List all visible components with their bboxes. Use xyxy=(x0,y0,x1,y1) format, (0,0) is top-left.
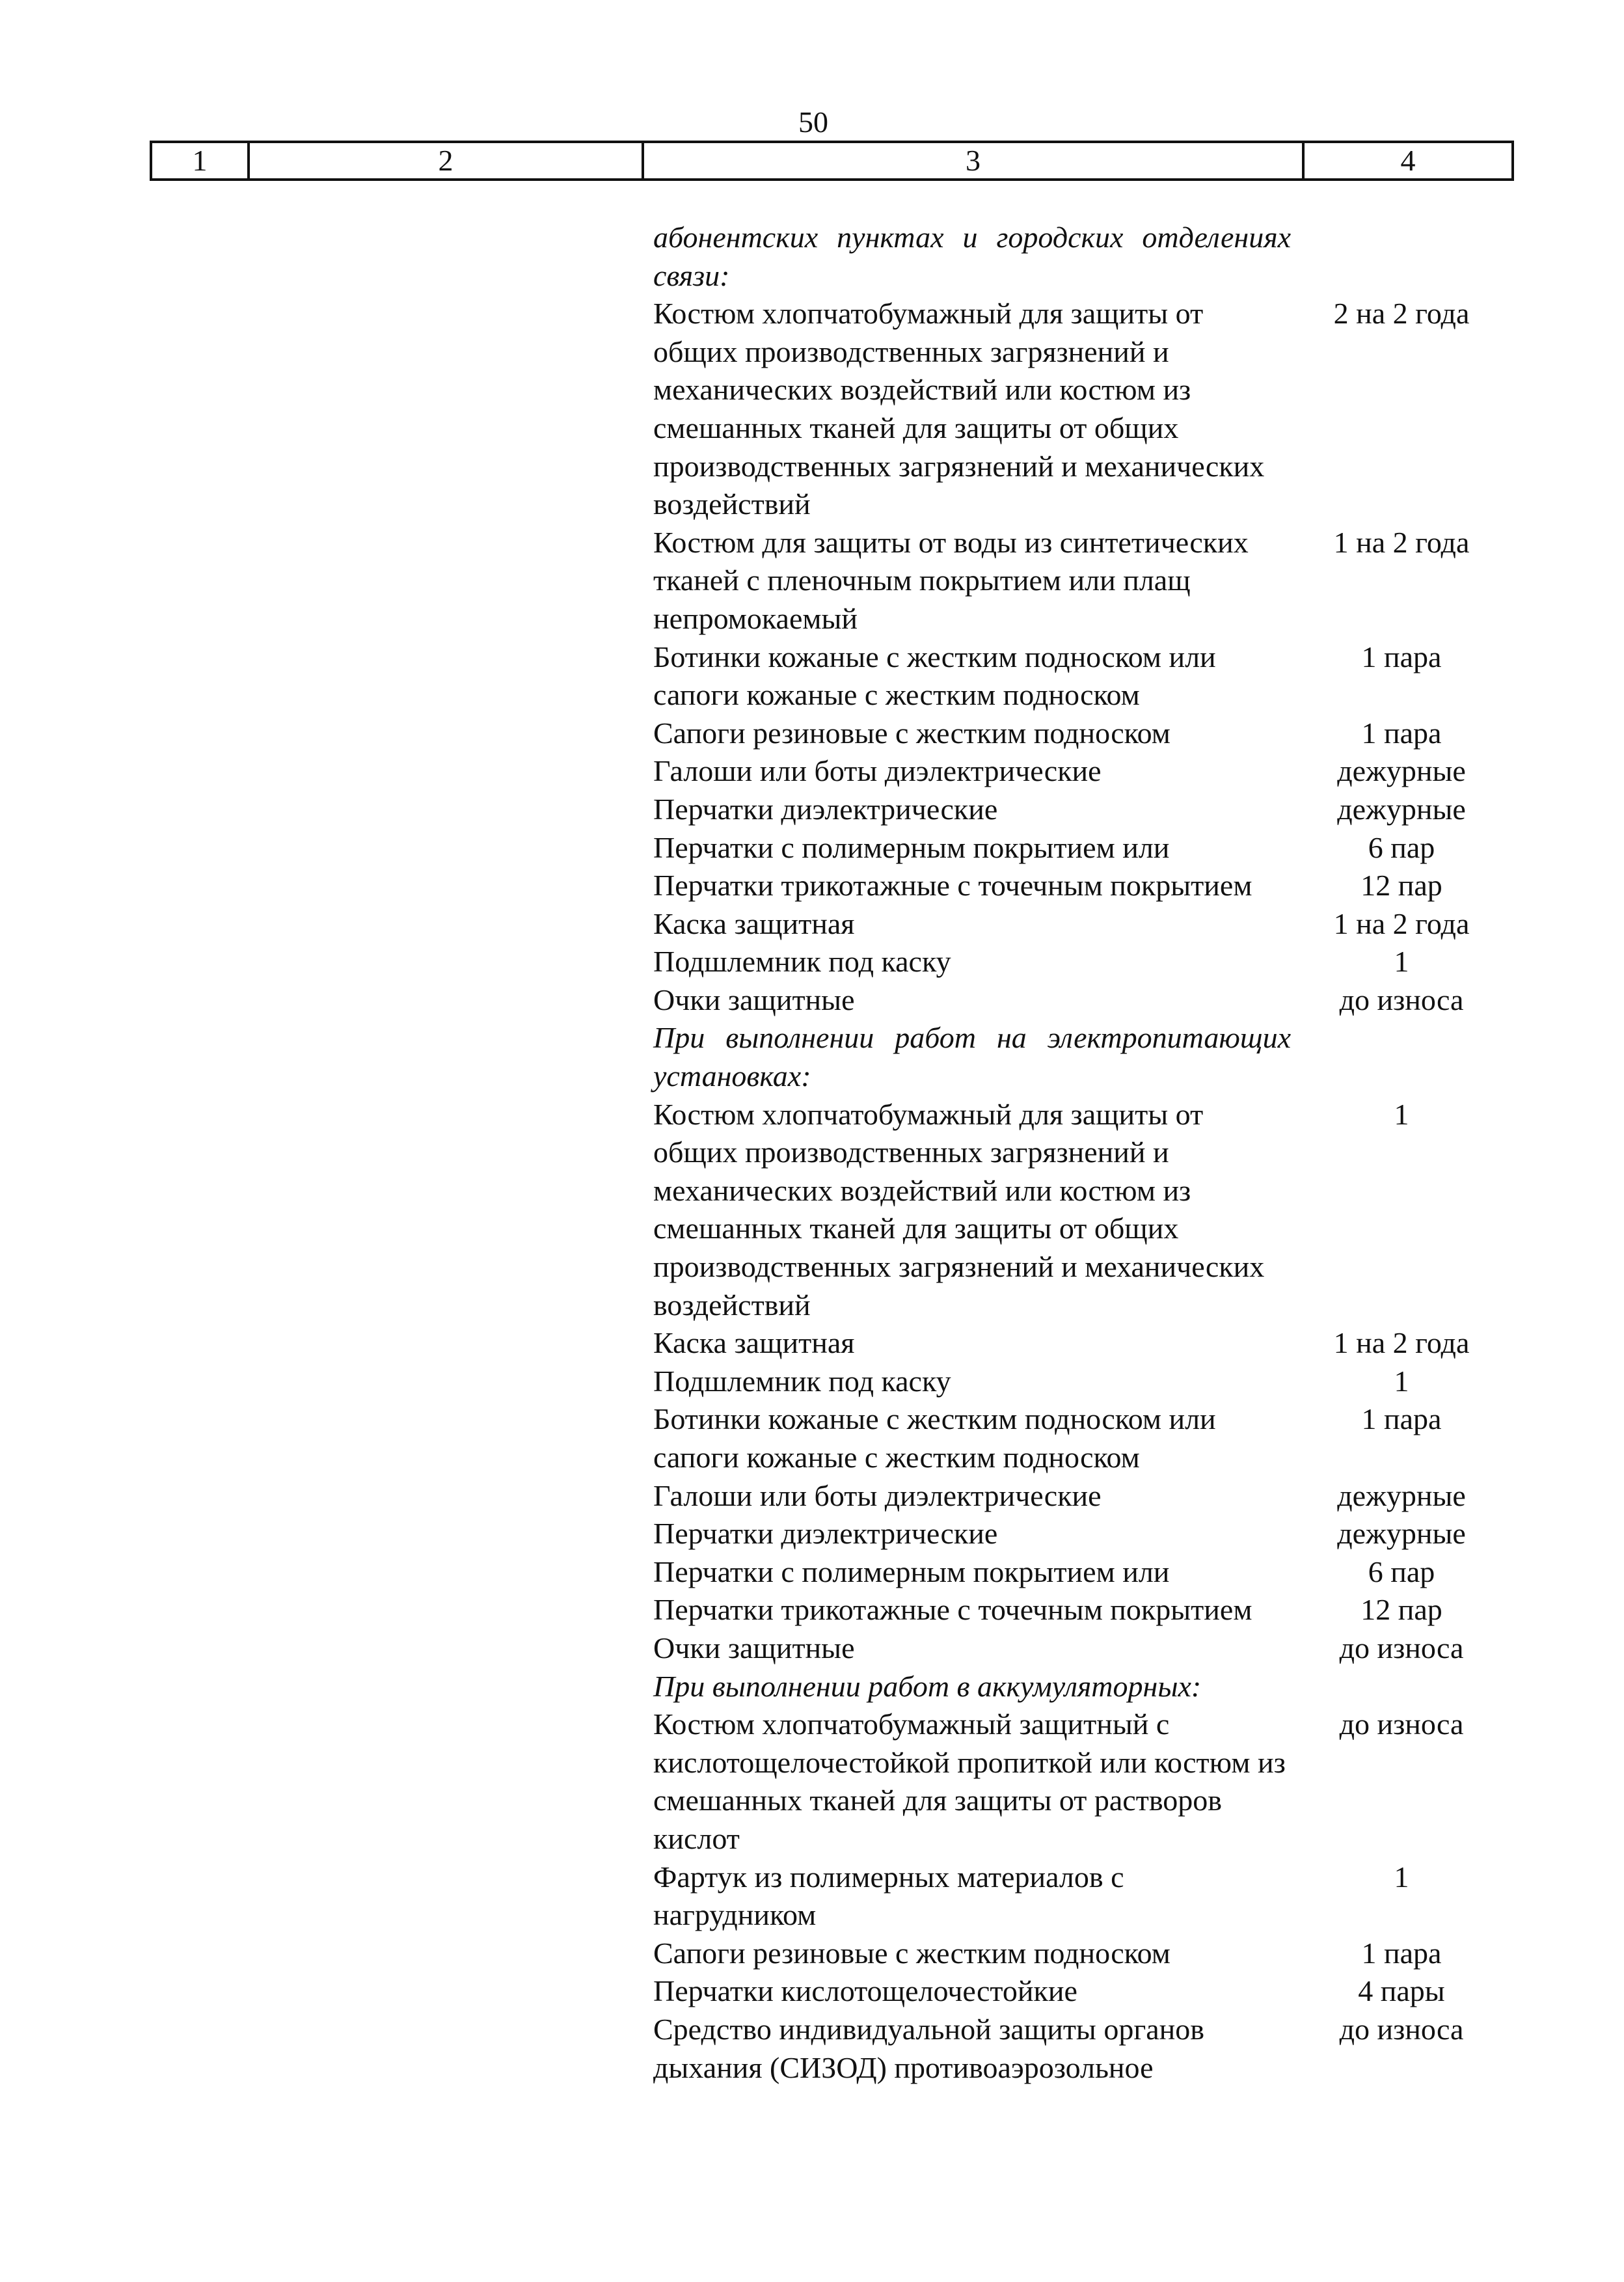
item-quantity: 6 пар xyxy=(1368,1555,1435,1588)
table-row xyxy=(653,905,1499,944)
column-header-2: 2 xyxy=(250,143,644,178)
section-heading: При выполнении работ в аккумуляторных: xyxy=(653,1669,1202,1703)
table-row xyxy=(653,1629,1499,1668)
item-quantity: 2 на 2 года xyxy=(1333,297,1470,331)
item-quantity: 1 на 2 года xyxy=(1333,525,1470,559)
item-quantity: 6 пар xyxy=(1368,830,1435,864)
item-description: Галоши или боты диэлектрические xyxy=(653,754,1102,788)
item-quantity: до износа xyxy=(1339,1707,1464,1741)
section-heading: абонентских пунктах и городских отделениях связи: xyxy=(653,221,1291,292)
item-quantity: 1 пара xyxy=(1361,1936,1442,1970)
item-description: Каска защитная xyxy=(653,1326,855,1360)
item-description: Перчатки с полимерным покрытием или xyxy=(653,830,1170,864)
item-description: Костюм хлопчатобумажный защитный с кислотощелочестойкой пропиткой или костюм из смешанных тканей для защиты от растворов кислот xyxy=(653,1707,1286,1855)
table-row xyxy=(653,295,1499,524)
table-row xyxy=(653,1363,1499,1401)
table-row xyxy=(653,1477,1499,1515)
table-row xyxy=(653,1972,1499,2011)
item-description: Очки защитные xyxy=(653,1631,855,1664)
item-quantity: 1 на 2 года xyxy=(1333,906,1470,940)
table-row xyxy=(653,829,1499,867)
item-quantity: дежурные xyxy=(1337,792,1466,826)
table-row xyxy=(653,1591,1499,1629)
column-header-4: 4 xyxy=(1400,144,1416,177)
item-description: Ботинки кожаные с жестким подноском или сапоги кожаные с жестким подноском xyxy=(653,640,1216,712)
item-quantity: до износа xyxy=(1339,1631,1464,1664)
table-row xyxy=(653,1858,1499,1935)
item-description: Каска защитная xyxy=(653,906,855,940)
item-description: Костюм хлопчатобумажный для защиты от общих производственных загрязнений и механических воздействий или костюм из смешанных тканей для защиты от общих производственных загрязнений и механических воздействий xyxy=(653,1097,1265,1322)
item-quantity: 1 пара xyxy=(1361,1402,1442,1436)
item-description: Фартук из полимерных материалов с нагрудником xyxy=(653,1860,1124,1932)
table-row xyxy=(653,1400,1499,1476)
item-description: Перчатки трикотажные с точечным покрытием xyxy=(653,869,1252,903)
item-quantity: до износа xyxy=(1339,983,1464,1016)
item-quantity: до износа xyxy=(1339,2012,1464,2046)
table-row xyxy=(653,867,1499,905)
item-description: Средство индивидуальной защиты органов дыхания (СИЗОД) противоаэрозольное xyxy=(653,2012,1204,2084)
item-description: Перчатки с полимерным покрытием или xyxy=(653,1555,1170,1588)
item-quantity: дежурные xyxy=(1337,1478,1466,1512)
item-quantity: 1 xyxy=(1394,1364,1409,1398)
page-number: 50 xyxy=(798,105,828,139)
item-description: Сапоги резиновые с жестким подноском xyxy=(653,1936,1171,1970)
table-row xyxy=(653,943,1499,981)
item-quantity: 1 пара xyxy=(1361,716,1442,750)
table-row xyxy=(653,638,1499,714)
table-row xyxy=(653,1324,1499,1363)
item-quantity: дежурные xyxy=(1337,1517,1466,1551)
table-row xyxy=(653,714,1499,753)
item-description: Перчатки диэлектрические xyxy=(653,1517,998,1551)
table-row xyxy=(653,524,1499,638)
item-quantity: 1 xyxy=(1394,1097,1409,1131)
item-description: Очки защитные xyxy=(653,983,855,1016)
item-quantity: 1 xyxy=(1394,945,1409,979)
table-row xyxy=(653,981,1499,1020)
item-quantity: 1 xyxy=(1394,1860,1409,1894)
item-description: Галоши или боты диэлектрические xyxy=(653,1478,1102,1512)
table-row xyxy=(653,752,1499,791)
item-quantity: 4 пары xyxy=(1358,1974,1445,2008)
item-description: Подшлемник под каску xyxy=(653,1364,951,1398)
table-row xyxy=(653,1553,1499,1592)
table-row xyxy=(653,1096,1499,1325)
table-row xyxy=(653,1935,1499,1973)
item-description: Ботинки кожаные с жестким подноском или сапоги кожаные с жестким подноском xyxy=(653,1402,1216,1474)
column-header-1: 1 xyxy=(152,143,250,178)
item-quantity: 12 пар xyxy=(1360,869,1442,903)
item-description: Подшлемник под каску xyxy=(653,945,951,979)
table-header xyxy=(150,141,1514,181)
item-description: Сапоги резиновые с жестким подноском xyxy=(653,716,1171,750)
item-description: Перчатки диэлектрические xyxy=(653,792,998,826)
column-header-3: 3 xyxy=(644,143,1305,178)
item-quantity: 12 пар xyxy=(1360,1593,1442,1627)
table-row xyxy=(653,2011,1499,2087)
item-description: Костюм для защиты от воды из синтетических тканей с пленочным покрытием или плащ непромокаемый xyxy=(653,525,1249,635)
item-description: Костюм хлопчатобумажный для защиты от общих производственных загрязнений и механических воздействий или костюм из смешанных тканей для защиты от общих производственных загрязнений и механических воздействий xyxy=(653,297,1265,521)
section-heading: При выполнении работ на электропитающих установках: xyxy=(653,1021,1291,1093)
item-quantity: 1 на 2 года xyxy=(1333,1326,1470,1360)
item-description: Перчатки кислотощелочестойкие xyxy=(653,1974,1077,2008)
table-row xyxy=(653,791,1499,829)
item-quantity: дежурные xyxy=(1337,754,1466,788)
item-description: Перчатки трикотажные с точечным покрытием xyxy=(653,1593,1252,1627)
table-row xyxy=(653,1515,1499,1553)
item-quantity: 1 пара xyxy=(1361,640,1442,673)
table-body xyxy=(653,219,1499,2087)
table-row xyxy=(653,1705,1499,1858)
